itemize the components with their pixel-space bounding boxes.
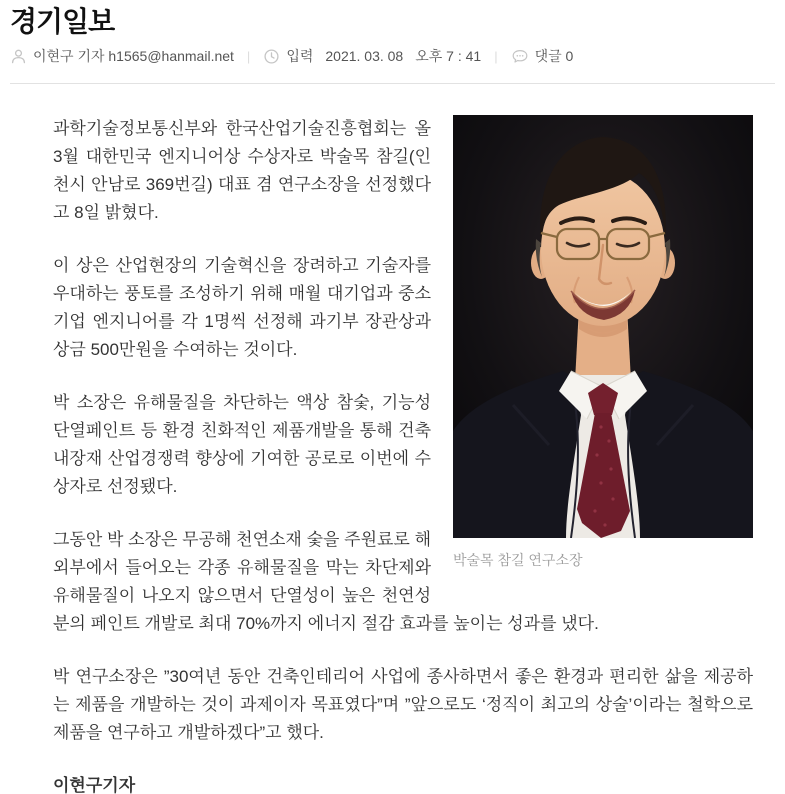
page-header bbox=[0, 0, 785, 84]
published-date: 2021. 03. 08 bbox=[325, 48, 404, 64]
article-photo-figure bbox=[453, 115, 753, 569]
published-time: 오후 7 : 41 bbox=[415, 48, 482, 64]
byline-bar bbox=[10, 46, 775, 66]
article-paragraph: 이 상은 산업현장의 기술혁신을 장려하고 기술자를 우대하는 풍토를 조성하기 위해 매월 대기업과 중소기업 엔지니어를 각 1명씩 선정해 과기부 장관상과 상금 500만원을 수여하는 것이다. bbox=[53, 256, 431, 359]
article-paragraph: 그동안 박 소장은 무공해 천연소재 숯을 주원료로 해 외부에서 들어오는 각종 유해물질을 막는 차단제와 유해물질이 나오지 않으면서 단열성이 높은 천연성분의 페인트 개발로 최대 70%까지 에너지 절감 효과를 높이는 성과를 냈다. bbox=[53, 530, 599, 633]
article-paragraph: 과학기술정보통신부와 한국산업기술진흥협회는 올 3월 대한민국 엔지니어상 수상자로 박술목 참길(인천시 안남로 369번길) 대표 겸 연구소장을 선정했다고 8일 밝혔다. bbox=[53, 119, 431, 222]
comment-count[interactable]: 댓글 0 bbox=[534, 48, 574, 64]
article-paragraph: 박 소장은 유해물질을 차단하는 액상 참숯, 기능성 단열페인트 등 환경 친화적인 제품개발을 통해 건축 내장재 산업경쟁력 향상에 기여한 공로로 이번에 수상자로 선정됐다. bbox=[53, 393, 431, 496]
header-divider bbox=[10, 83, 775, 84]
article-paragraph: 박 연구소장은 ”30여년 동안 건축인테리어 사업에 종사하면서 좋은 환경과 편리한 삶을 제공하는 제품을 개발하는 것이 과제이자 목표였다”며 ”앞으로도 ‘정직이 최고의 상술’이라는 철학으로 제품을 연구하고 개발하겠다”고 했다. bbox=[53, 667, 753, 742]
comment-bubble-icon bbox=[511, 48, 529, 65]
photo-caption: 박술목 참길 연구소장 bbox=[453, 552, 583, 568]
clock-icon bbox=[263, 48, 280, 65]
portrait-photo bbox=[453, 115, 753, 538]
byline-separator: | bbox=[494, 48, 498, 64]
published-label: 입력 bbox=[286, 48, 314, 64]
reporter-signature: 이현구기자 bbox=[53, 776, 136, 794]
reporter-name-email[interactable]: 이현구 기자 h1565@hanmail.net bbox=[33, 48, 234, 64]
article-body bbox=[53, 115, 753, 794]
byline-separator: | bbox=[246, 48, 251, 64]
masthead-logo[interactable]: 경기일보 bbox=[10, 6, 115, 37]
person-icon bbox=[10, 48, 27, 65]
